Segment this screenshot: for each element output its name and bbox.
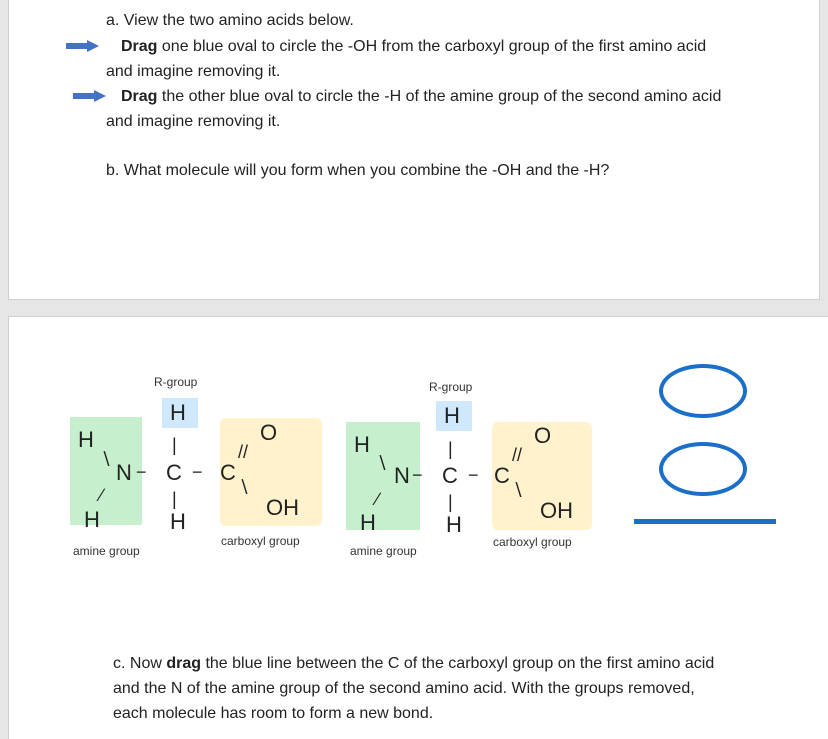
step-1-rest: one blue oval to circle the -OH from the carboxyl group of the first amino acid [157, 38, 707, 55]
bond: ∖ [238, 477, 250, 497]
part-a-intro: a. View the two amino acids below. [106, 12, 354, 29]
r-group-atom: H [170, 400, 186, 425]
carboxyl-group-label: carboxyl group [221, 534, 300, 548]
alpha-h: H [446, 512, 462, 537]
arrow-right-icon [66, 40, 100, 52]
bond: | [448, 492, 453, 512]
step-1-continuation: and imagine removing it. [106, 63, 281, 80]
step-2-text [121, 87, 721, 107]
carboxyl-carbon: C [494, 463, 510, 488]
carboxyl-group-label: carboxyl group [493, 535, 572, 549]
nitrogen-atom: N [394, 463, 410, 488]
nitrogen-atom: N [116, 460, 132, 485]
bond: | [172, 435, 177, 455]
step-2-rest: the other blue oval to circle the -H of the amine group of the second amino acid [157, 88, 722, 105]
r-group-atom: H [444, 403, 460, 428]
amine-bottom-h: H [84, 507, 100, 532]
amine-bottom-h: H [360, 510, 376, 535]
bond: − [136, 462, 147, 482]
part-c-line-1 [113, 654, 714, 674]
part-c-line-3: each molecule has room to form a new bond. [113, 705, 434, 722]
bond: ∖ [100, 449, 112, 469]
part-c-prefix: c. Now [113, 655, 167, 672]
hydroxyl-group: OH [540, 498, 573, 523]
part-c-bold: drag [166, 655, 202, 672]
step-1-text [121, 37, 706, 57]
bond: − [468, 465, 479, 485]
amine-top-h: H [354, 432, 370, 457]
bond: | [448, 439, 453, 459]
r-group-label: R-group [429, 380, 473, 394]
part-c-rest: the blue line between the C of the carboxyl group on the first amino acid [201, 655, 715, 672]
r-group-label: R-group [154, 375, 198, 389]
step-1-bold: Drag [121, 38, 158, 55]
alpha-carbon: C [166, 460, 182, 485]
step-2-bold: Drag [121, 88, 158, 105]
part-c-line-2: and the N of the amine group of the second amino acid. With the groups removed, [113, 680, 695, 697]
double-bond: // [238, 442, 249, 462]
bond: ∖ [512, 480, 524, 500]
bond: − [192, 462, 203, 482]
step-2-continuation: and imagine removing it. [106, 113, 281, 130]
alpha-h: H [170, 509, 186, 534]
bond: ∖ [376, 453, 388, 473]
draggable-oval-2[interactable] [659, 442, 747, 496]
bond: − [412, 465, 423, 485]
amine-group-label: amine group [73, 544, 140, 558]
draggable-bond-line[interactable] [634, 519, 776, 524]
arrow-right-icon [73, 90, 107, 102]
draggable-oval-1[interactable] [659, 364, 747, 418]
oxygen-atom: O [260, 420, 278, 445]
bond: | [172, 489, 177, 509]
double-bond: // [512, 445, 523, 465]
bond: ∕ [100, 485, 104, 505]
part-b-question: b. What molecule will you form when you combine the -OH and the -H? [106, 162, 610, 179]
amine-top-h: H [78, 427, 94, 452]
carboxyl-carbon: C [220, 460, 236, 485]
hydroxyl-group: OH [266, 495, 299, 520]
amine-group-label: amine group [350, 544, 417, 558]
bond: ∕ [376, 489, 380, 509]
oxygen-atom: O [534, 423, 552, 448]
alpha-carbon: C [442, 463, 458, 488]
